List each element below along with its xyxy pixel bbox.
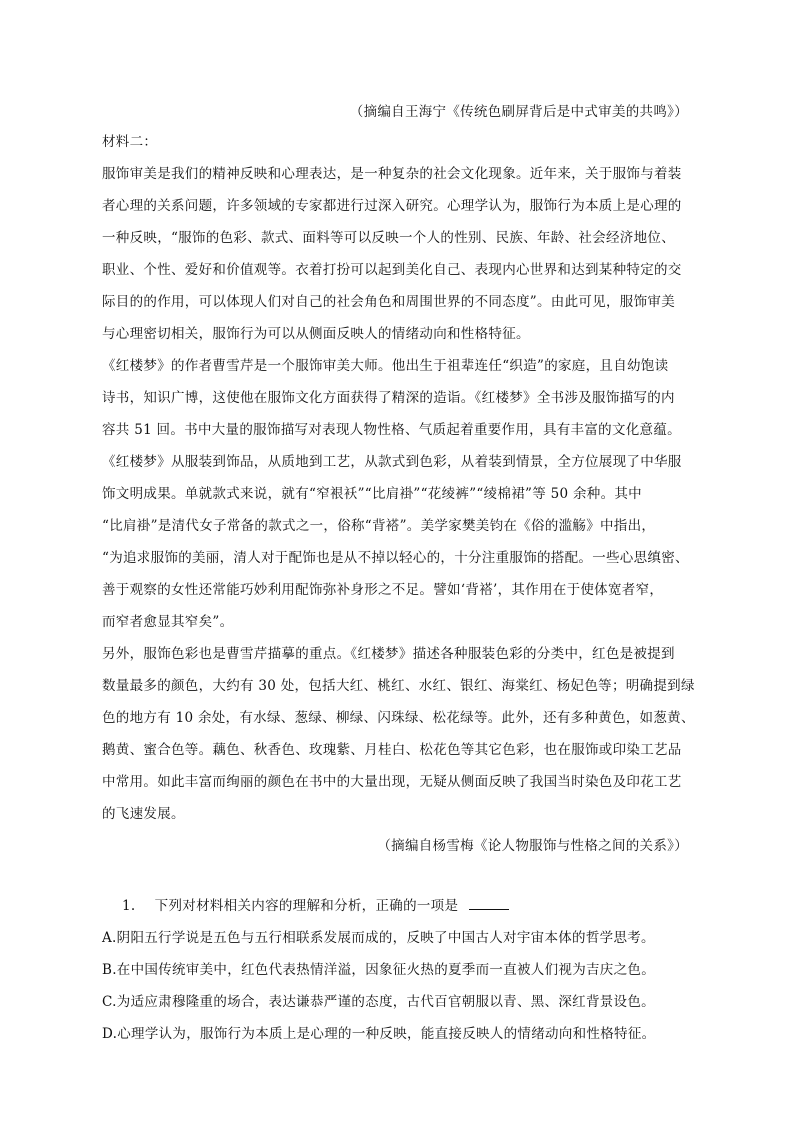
material-heading: 材料二： — [102, 134, 158, 150]
question-stem — [122, 896, 712, 916]
source-citation-1: （摘编自王海宁《传统色刷屏背后是中式审美的共鸣》） — [349, 104, 688, 120]
paragraph-line: “比肩褂”是清代女子常备的款式之一，俗称“背褡”。美学家樊美钧在《俗的滥觞》中指出， — [102, 518, 656, 534]
paragraph-line: 饰文明成果。单就款式来说，就有“窄裉袄”“比肩褂”“花绫裤”“绫棉裙”等 50 余种。其中 — [102, 486, 642, 502]
paragraph-line: 《红楼梦》从服装到饰品，从质地到工艺，从款式到色彩，从着装到情景，全方位展现了中华服 — [102, 454, 682, 470]
paragraph-line: 鹅黄、蜜合色等。藕色、秋香色、玫瑰紫、月桂白、松花色等其它色彩，也在服饰或印染工艺品 — [102, 742, 682, 758]
paragraph-line: 者心理的关系问题，许多领域的专家都进行过深入研究。心理学认为，服饰行为本质上是心理的 — [102, 198, 682, 214]
question-text: 下列对材料相关内容的理解和分析，正确的一项是 — [154, 898, 459, 914]
paragraph-line: 《红楼梦》的作者曹雪芹是一个服饰审美大师。他出生于祖辈连任“织造”的家庭，且自幼饱读 — [102, 358, 669, 374]
paragraph-line: 另外，服饰色彩也是曹雪芹描摹的重点。《红楼梦》描述各种服装色彩的分类中，红色是被提到 — [102, 646, 675, 662]
paragraph-line: 与心理密切相关，服饰行为可以从侧面反映人的情绪动向和性格特征。 — [102, 326, 530, 342]
paragraph-line: 数量最多的颜色，大约有 30 处，包括大红、桃红、水红、银红、海棠红、杨妃色等；明确提到绿 — [102, 678, 695, 694]
paragraph-line: 职业、个性、爱好和价值观等。衣着打扮可以起到美化自己、表现内心世界和达到某种特定的交 — [102, 262, 682, 278]
paragraph-line: 际目的的作用，可以体现人们对自己的社会角色和周围世界的不同态度”。由此可见，服饰审美 — [102, 294, 675, 310]
option-b: B.在中国传统审美中，红色代表热情洋溢，因象征火热的夏季而一直被人们视为吉庆之色。 — [102, 962, 656, 978]
paragraph-line: 色的地方有 10 余处，有水绿、葱绿、柳绿、闪珠绿、松花绿等。此外，还有多种黄色，如葱黄、 — [102, 710, 695, 726]
paragraph-line: “为追求服饰的美丽，清人对于配饰也是从不掉以轻心的，十分注重服饰的搭配。一些心思缜密、 — [102, 550, 689, 566]
paragraph-line: 的飞速发展。 — [102, 806, 185, 822]
answer-blank[interactable] — [469, 897, 509, 910]
paragraph-line: 善于观察的女性还常能巧妙利用配饰弥补身形之不足。譬如‘背褡’，其作用在于使体宽者窄， — [102, 582, 664, 598]
question-number: 1. — [122, 898, 136, 914]
paragraph-line: 中常用。如此丰富而绚丽的颜色在书中的大量出现，无疑从侧面反映了我国当时染色及印花工艺 — [102, 774, 682, 790]
option-c: C.为适应肃穆隆重的场合，表达谦恭严谨的态度，古代百官朝服以青、黑、深红背景设色。 — [102, 994, 655, 1010]
source-citation-2: （摘编自杨雪梅《论人物服饰与性格之间的关系》） — [377, 838, 688, 854]
paragraph-line: 服饰审美是我们的精神反映和心理表达，是一种复杂的社会文化现象。近年来，关于服饰与着装 — [102, 166, 682, 182]
paragraph-line: 一种反映，“服饰的色彩、款式、面料等可以反映一个人的性别、民族、年龄、社会经济地位、 — [102, 230, 675, 246]
option-d: D.心理学认为，服饰行为本质上是心理的一种反映，能直接反映人的情绪动向和性格特征。 — [102, 1026, 656, 1042]
paragraph-line: 容共 51 回。书中大量的服饰描写对表现人物性格、气质起着重要作用，具有丰富的文化意蕴。 — [102, 422, 681, 438]
option-a: A.阴阳五行学说是五色与五行相联系发展而成的，反映了中国古人对宇宙本体的哲学思考。 — [102, 930, 655, 946]
paragraph-line: 而窄者愈显其窄矣”。 — [102, 614, 234, 630]
paragraph-line: 诗书，知识广博，这使他在服饰文化方面获得了精深的造诣。《红楼梦》全书涉及服饰描写的内 — [102, 390, 675, 406]
